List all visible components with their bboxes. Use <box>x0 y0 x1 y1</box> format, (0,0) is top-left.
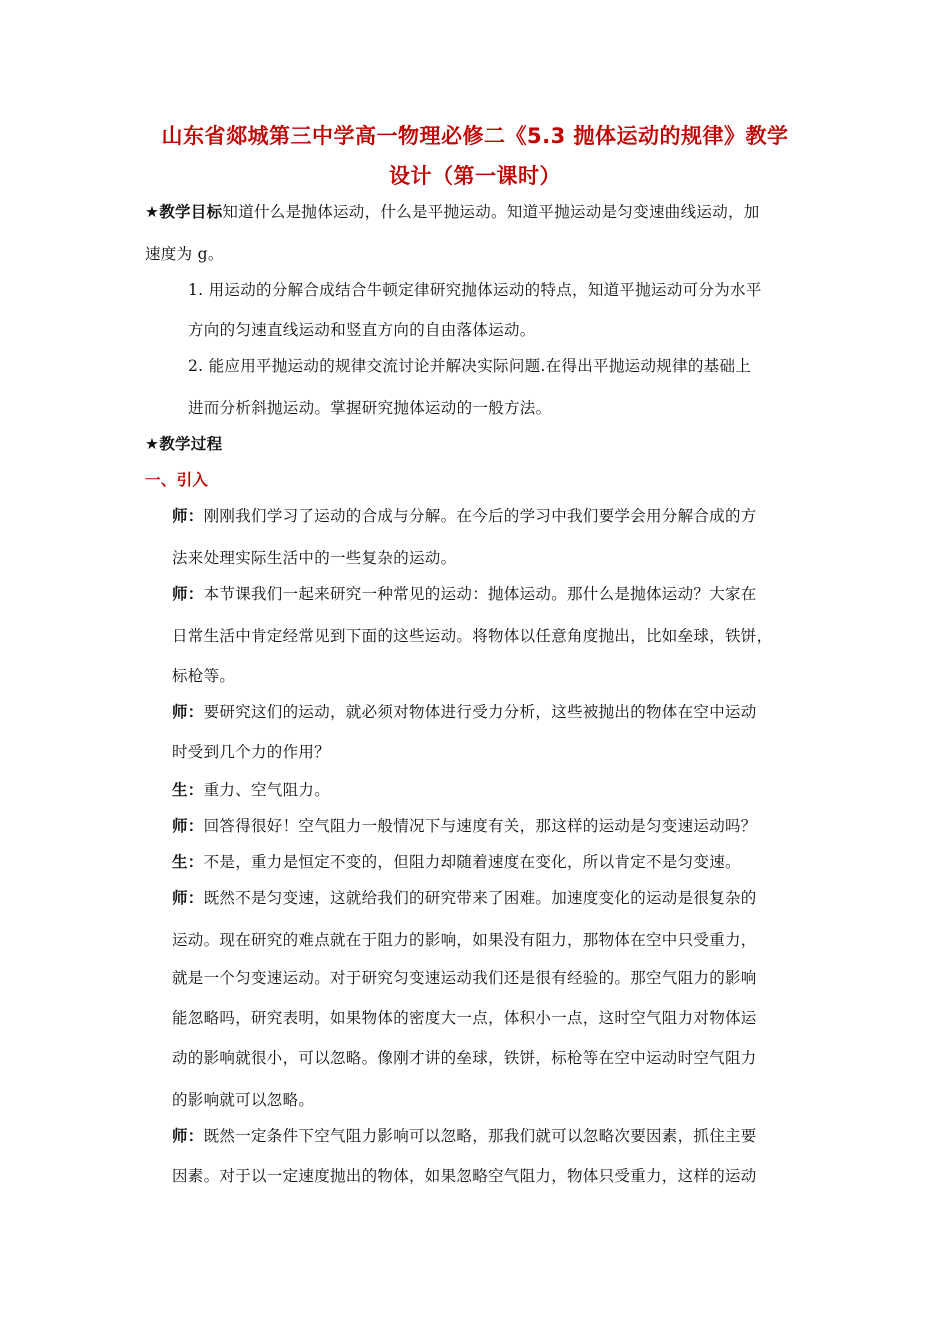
speaker-label: 师： <box>172 585 204 603</box>
speaker-label: 师： <box>172 507 204 525</box>
dialogue-line-cont <box>172 1164 757 1186</box>
objectives-text: 知道什么是抛体运动，什么是平抛运动。知道平抛运动是匀变速曲线运动，加 <box>222 203 760 221</box>
speaker-label: 师： <box>172 889 204 907</box>
dialogue-text: 本节课我们一起来研究一种常见的运动：抛体运动。那什么是抛体运动？大家在 <box>203 585 757 603</box>
dialogue-text: 能忽略吗，研究表明，如果物体的密度大一点，体积小一点，这时空气阻力对物体运 <box>172 1009 757 1027</box>
process-heading: ★教学过程 <box>145 435 223 453</box>
objectives-paragraph <box>145 200 760 222</box>
dialogue-text: 要研究这们的运动，就必须对物体进行受力分析，这些被抛出的物体在空中运动 <box>203 703 757 721</box>
dialogue-text: 不是，重力是恒定不变的，但阻力却随着速度在变化，所以肯定不是匀变速。 <box>203 853 741 871</box>
dialogue-line-speaker <box>172 814 757 836</box>
speaker-label: 师： <box>172 703 204 721</box>
dialogue-text: 既然一定条件下空气阻力影响可以忽略，那我们就可以忽略次要因素，抓住主要 <box>203 1127 757 1145</box>
dialogue-line-cont <box>172 1088 314 1110</box>
dialogue-text: 刚刚我们学习了运动的合成与分解。在今后的学习中我们要学会用分解合成的方 <box>203 507 757 525</box>
dialogue-text: 标枪等。 <box>172 667 236 685</box>
dialogue-line-cont <box>172 546 456 568</box>
document-title-line-1: 山东省郯城第三中学高一物理必修二《5.3 抛体运动的规律》教学 <box>161 124 789 148</box>
objectives-text-cont: 速度为 g。 <box>145 245 224 263</box>
dialogue-text: 动的影响就很小，可以忽略。像刚才讲的垒球，铁饼，标枪等在空中运动时空气阻力 <box>172 1049 757 1067</box>
dialogue-line-speaker <box>172 886 757 908</box>
dialogue-line-cont <box>172 740 330 762</box>
dialogue-line-cont <box>172 1046 757 1068</box>
speaker-label: 生： <box>172 781 204 799</box>
dialogue-line-speaker <box>172 700 757 722</box>
dialogue-line-speaker <box>172 778 330 800</box>
dialogue-line-cont <box>172 664 235 686</box>
dialogue-line-cont <box>172 624 772 646</box>
objective-item-2: 2. 能应用平抛运动的规律交流讨论并解决实际问题.在得出平抛运动规律的基础上 <box>188 357 752 375</box>
dialogue-text: 因素。对于以一定速度抛出的物体，如果忽略空气阻力，物体只受重力，这样的运动 <box>172 1167 757 1185</box>
dialogue-text: 法来处理实际生活中的一些复杂的运动。 <box>172 549 457 567</box>
objective-item-2-cont: 进而分析斜抛运动。掌握研究抛体运动的一般方法。 <box>188 399 552 417</box>
dialogue-text: 就是一个匀变速运动。对于研究匀变速运动我们还是很有经验的。那空气阻力的影响 <box>172 969 757 987</box>
section-heading-intro: 一、引入 <box>145 471 209 489</box>
objective-item-1: 1. 用运动的分解合成结合牛顿定律研究抛体运动的特点，知道平抛运动可分为水平 <box>188 281 762 299</box>
dialogue-line-cont <box>172 1006 757 1028</box>
dialogue-line-speaker <box>172 1124 757 1146</box>
dialogue-line-cont <box>172 928 757 950</box>
objectives-label: ★教学目标 <box>145 203 223 221</box>
dialogue-text: 运动。现在研究的难点就在于阻力的影响，如果没有阻力，那物体在空中只受重力， <box>172 931 757 949</box>
speaker-label: 生： <box>172 853 204 871</box>
dialogue-text: 回答得很好！空气阻力一般情况下与速度有关，那这样的运动是匀变速运动吗？ <box>203 817 757 835</box>
speaker-label: 师： <box>172 1127 204 1145</box>
speaker-label: 师： <box>172 817 204 835</box>
dialogue-text: 的影响就可以忽略。 <box>172 1091 315 1109</box>
dialogue-line-speaker <box>172 850 741 872</box>
dialogue-line-speaker <box>172 582 757 604</box>
dialogue-line-cont <box>172 966 757 988</box>
dialogue-text: 既然不是匀变速，这就给我们的研究带来了困难。加速度变化的运动是很复杂的 <box>203 889 757 907</box>
dialogue-text: 重力、空气阻力。 <box>203 781 331 799</box>
dialogue-text: 日常生活中肯定经常见到下面的这些运动。将物体以任意角度抛出，比如垒球，铁饼， <box>172 627 773 645</box>
objective-item-1-cont: 方向的匀速直线运动和竖直方向的自由落体运动。 <box>188 321 536 339</box>
dialogue-line-speaker <box>172 504 757 526</box>
document-title-line-2: 设计（第一课时） <box>389 164 561 188</box>
dialogue-text: 时受到几个力的作用？ <box>172 743 331 761</box>
